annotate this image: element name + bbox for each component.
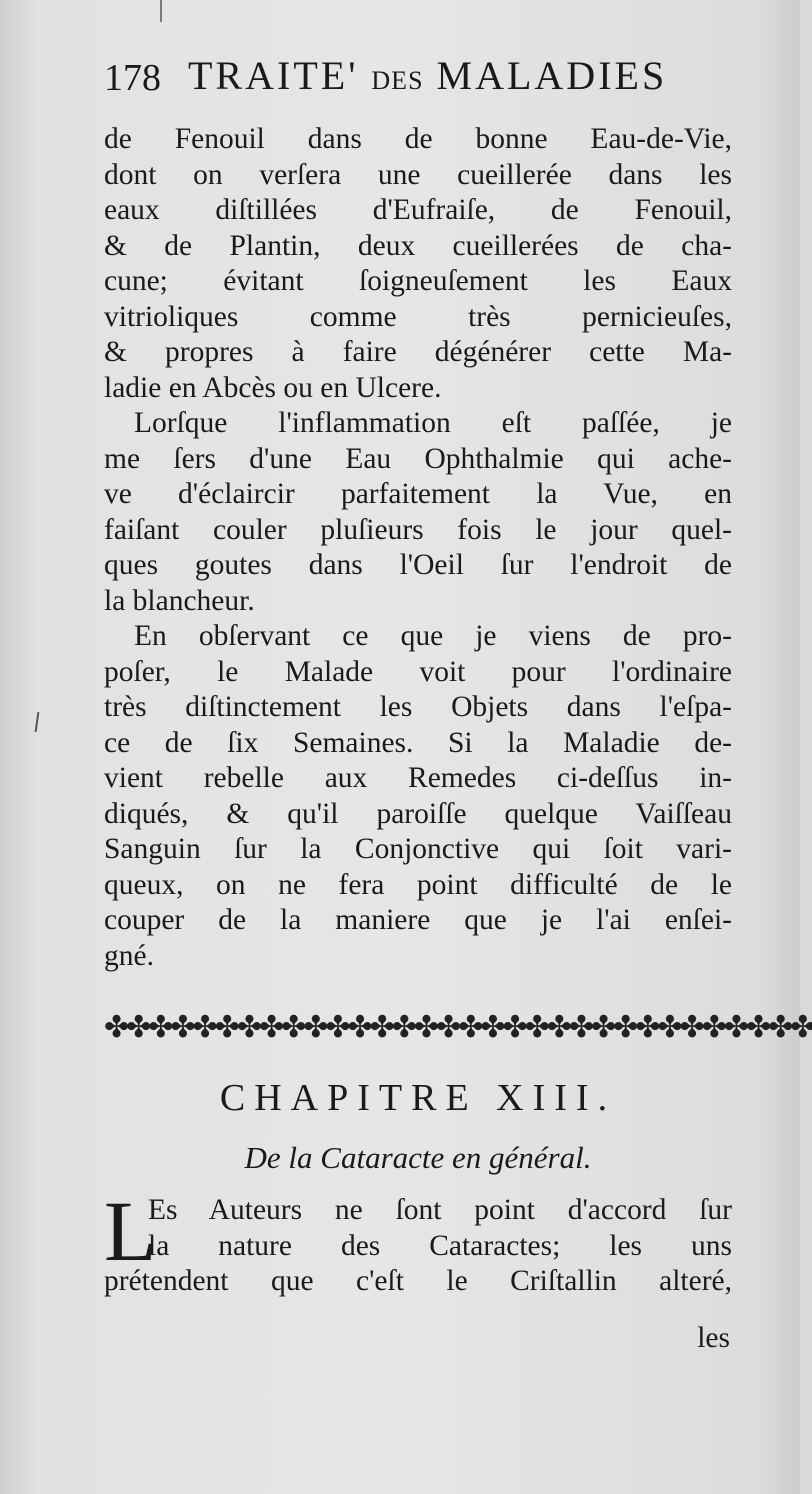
- text-line: & propres à faire dégénérer cette Ma-: [104, 336, 732, 368]
- text-line: la nature des Cataractes; les uns: [148, 1229, 732, 1262]
- running-head: [188, 52, 667, 99]
- stray-ink-mark: [35, 712, 40, 732]
- text-line: & de Plantin, deux cueillerées de cha-: [104, 229, 732, 262]
- chapter-title: CHAPITRE XIII.: [219, 1077, 617, 1119]
- page-number: 178: [104, 57, 161, 99]
- ornamental-rule: ✤✤✤✤✤✤✤✤✤✤✤✤✤✤✤✤✤✤✤✤✤✤✤✤✤✤✤✤✤✤✤✤: [104, 1010, 812, 1045]
- text-line: Es Auteurs ne ſont point d'accord ſur: [148, 1194, 732, 1226]
- drop-cap: L: [104, 1183, 157, 1279]
- catchword: les: [697, 1322, 730, 1354]
- text-line: de Fenouil dans de bonne Eau-de-Vie,: [104, 123, 732, 155]
- text-line: prétendent que c'eſt le Criſtallin alteré,: [104, 1265, 732, 1297]
- text-line: me ſers d'une Eau Ophthalmie qui ache-: [104, 442, 732, 475]
- text-line: très diſtinctement les Objets dans l'eſpa-: [104, 691, 732, 723]
- running-head-part-2: DES: [371, 66, 424, 95]
- text-line: ladie en Abcès ou en Ulcere.: [104, 371, 442, 404]
- text-line: ques goutes dans l'Oeil ſur l'endroit de: [104, 549, 732, 581]
- running-head-part-1: TRAITE': [188, 53, 359, 98]
- text-line: queux, on ne fera point difficulté de le: [104, 868, 732, 901]
- paragraph-3: [104, 619, 732, 974]
- text-line: Sanguin ſur la Conjonctive qui ſoit vari-: [104, 833, 732, 865]
- text-line: ve d'éclaircir parfaitement la Vue, en: [104, 478, 732, 510]
- text-line: la blancheur.: [104, 584, 255, 617]
- text-line: gné.: [104, 939, 154, 972]
- text-line: En obſervant ce que je viens de pro-: [134, 620, 732, 652]
- paragraph-1: [104, 122, 732, 406]
- chapter-subtitle: De la Cataracte en général.: [244, 1140, 592, 1175]
- text-line: couper de la maniere que je l'ai enſei-: [104, 904, 732, 936]
- text-line: faiſant couler pluſieurs fois le jour quel-: [104, 513, 732, 546]
- text-line: Lorſque l'inflammation eſt paſſée, je: [134, 407, 732, 439]
- text-line: poſer, le Malade voit pour l'ordinaire: [104, 655, 732, 688]
- paragraph-2: [104, 406, 732, 619]
- text-line: ce de ſix Semaines. Si la Maladie de-: [104, 726, 732, 759]
- page-header: [104, 50, 704, 100]
- text-line: dont on verſera une cueillerée dans les: [104, 158, 732, 191]
- text-line: diqués, & qu'il paroiſſe quelque Vaiſſeau: [104, 797, 732, 830]
- page-edge-mark: [160, 0, 162, 22]
- text-line: eaux diſtillées d'Eufraiſe, de Fenouil,: [104, 194, 732, 226]
- text-line: vient rebelle aux Remedes ci-deſſus in-: [104, 762, 732, 794]
- running-head-part-3: MALADIES: [436, 53, 668, 98]
- chapter-opening-paragraph: [104, 1192, 732, 1299]
- text-line: vitrioliques comme très pernicieuſes,: [104, 300, 732, 333]
- text-line: cune; évitant ſoigneuſement les Eaux: [104, 265, 732, 297]
